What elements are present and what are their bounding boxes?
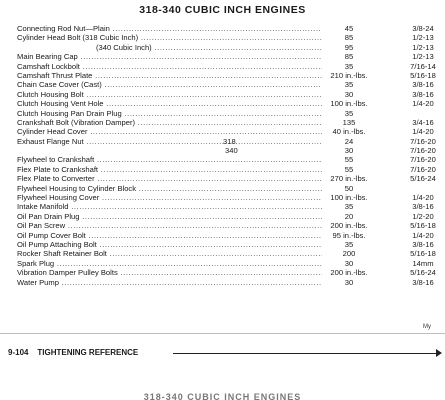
table-row <box>17 165 441 174</box>
fastener-name: Flywheel Housing to Cylinder Block ..... <box>17 184 322 193</box>
table-row <box>17 24 441 33</box>
page-title: 318-340 CUBIC INCH ENGINES <box>139 4 306 16</box>
torque-value: 95 in.-lbs. <box>332 230 366 240</box>
torque-value: 135 <box>342 117 356 127</box>
thread-size: 1/2-20 <box>412 211 434 221</box>
torque-specification-table <box>17 24 441 287</box>
torque-value: 35 <box>344 239 354 249</box>
torque-value: 35 <box>344 108 354 118</box>
torque-value: 85 <box>344 52 354 62</box>
arrow-right-icon <box>436 349 442 357</box>
fastener-name: Intake Manifold ..... <box>17 202 322 211</box>
thread-size: 3/8-16 <box>412 277 434 287</box>
table-row <box>17 174 441 183</box>
torque-value: 35 <box>344 61 354 71</box>
table-row <box>17 71 441 80</box>
thread-size: 3/8-16 <box>412 202 434 212</box>
page-footer <box>8 348 138 357</box>
fastener-name: Oil Pump Attaching Bolt ..... <box>17 240 322 249</box>
next-page-heading-partial: 318-340 CUBIC INCH ENGINES <box>143 392 302 400</box>
table-row <box>17 109 441 118</box>
fastener-name: Exhaust Flange Nut ..... <box>17 137 322 146</box>
thread-size: 1/2-13 <box>412 33 434 43</box>
table-row <box>17 221 441 230</box>
fastener-name: Clutch Housing Vent Hole ..... <box>17 99 322 108</box>
torque-value: 55 <box>344 155 354 165</box>
thread-size: 7/16-20 <box>410 136 436 146</box>
fastener-name: Chain Case Cover (Cast) ..... <box>17 80 322 89</box>
torque-value: 200 <box>342 249 356 259</box>
margin-mark: My <box>423 324 431 330</box>
table-row <box>17 127 441 136</box>
fastener-name: Flywheel to Crankshaft ..... <box>17 155 322 164</box>
torque-value: 95 <box>344 42 354 52</box>
thread-size: 5/16-18 <box>410 249 436 259</box>
torque-value: 45 <box>344 24 354 33</box>
table-row <box>17 231 441 240</box>
fastener-name: Crankshaft Bolt (Vibration Damper) ..... <box>17 118 322 127</box>
engine-size: 340 <box>225 146 238 156</box>
table-row <box>17 90 441 99</box>
fastener-name: Cylinder Head Bolt (318 Cubic Inch) ..... <box>17 33 322 42</box>
table-row <box>17 212 441 221</box>
table-row <box>17 155 441 164</box>
torque-value: 20 <box>344 211 354 221</box>
torque-value: 270 in.-lbs. <box>330 174 368 184</box>
table-row <box>17 259 441 268</box>
fastener-name: Clutch Housing Bolt ..... <box>17 90 322 99</box>
thread-size: 1/4-20 <box>412 193 434 203</box>
table-row <box>17 99 441 108</box>
thread-size: 1/4-20 <box>412 230 434 240</box>
thread-size: 1/4-20 <box>412 99 434 109</box>
torque-value: 30 <box>344 146 354 156</box>
torque-value: 24 <box>344 136 354 146</box>
torque-value: 30 <box>344 277 354 287</box>
fastener-name: Flex Plate to Converter ..... <box>17 174 322 183</box>
torque-value: 100 in.-lbs. <box>330 99 368 109</box>
table-row <box>17 268 441 277</box>
table-row <box>17 249 441 258</box>
thread-size: 7/16-20 <box>410 164 436 174</box>
fastener-name: Clutch Housing Pan Drain Plug ..... <box>17 109 322 118</box>
thread-size: 5/16-24 <box>410 268 436 278</box>
thread-size: 3/8-16 <box>412 89 434 99</box>
engine-size: 318 <box>223 136 236 146</box>
thread-size: 7/16-20 <box>410 155 436 165</box>
fastener-name: Main Bearing Cap ..... <box>17 52 322 61</box>
page-number: 9-104 <box>8 348 29 357</box>
thread-size: 3/8-16 <box>412 80 434 90</box>
torque-value: 210 in.-lbs. <box>330 70 368 80</box>
fastener-name: Connecting Rod Nut—Plain ..... <box>17 24 322 33</box>
fastener-name: Vibration Damper Pulley Bolts ..... <box>17 268 322 277</box>
torque-value: 35 <box>344 80 354 90</box>
fastener-name: Water Pump ..... <box>17 278 322 287</box>
thread-size: 5/16-18 <box>410 70 436 80</box>
fastener-name: Oil Pan Screw ..... <box>17 221 322 230</box>
fastener-name: (340 Cubic Inch) ..... <box>96 43 322 52</box>
thread-size: 3/4-16 <box>412 117 434 127</box>
thread-size: 3/8-16 <box>412 239 434 249</box>
thread-size: 3/8-24 <box>412 24 434 33</box>
thread-size: 5/16-24 <box>410 174 436 184</box>
table-row <box>17 193 441 202</box>
table-row <box>17 118 441 127</box>
fastener-name: Camshaft Thrust Plate ..... <box>17 71 322 80</box>
table-row <box>17 137 441 146</box>
torque-value: 35 <box>344 202 354 212</box>
torque-value: 30 <box>344 258 354 268</box>
thread-size: 1/4-20 <box>412 127 434 137</box>
table-row <box>17 43 441 52</box>
fastener-name: Cylinder Head Cover ..... <box>17 127 322 136</box>
thread-size: 5/16-18 <box>410 221 436 231</box>
table-row <box>17 184 441 193</box>
fastener-name: Spark Plug ..... <box>17 259 322 268</box>
torque-value: 55 <box>344 164 354 174</box>
torque-value: 40 in.-lbs. <box>332 127 366 137</box>
thread-size: 14mm <box>412 258 434 268</box>
torque-value: 85 <box>344 33 354 43</box>
footer-rule <box>173 353 438 354</box>
fastener-name: Oil Pan Drain Plug ..... <box>17 212 322 221</box>
torque-value: 100 in.-lbs. <box>330 193 368 203</box>
table-row <box>17 278 441 287</box>
table-row <box>17 240 441 249</box>
fastener-name: Camshaft Lockbolt ..... <box>17 62 322 71</box>
table-row <box>17 80 441 89</box>
fastener-name: Oil Pump Cover Bolt ..... <box>17 231 322 240</box>
thread-size: 7/16-20 <box>410 146 436 156</box>
torque-value: 200 in.-lbs. <box>330 221 368 231</box>
section-title: TIGHTENING REFERENCE <box>37 348 139 357</box>
table-row <box>17 62 441 71</box>
torque-value: 50 <box>344 183 354 193</box>
table-row <box>17 202 441 211</box>
table-row <box>17 33 441 42</box>
table-row <box>17 146 441 155</box>
page-divider <box>0 333 445 334</box>
thread-size: 1/2-13 <box>412 42 434 52</box>
fastener-name: Flex Plate to Crankshaft ..... <box>17 165 322 174</box>
torque-value: 200 in.-lbs. <box>330 268 368 278</box>
thread-size: 7/16-14 <box>410 61 436 71</box>
torque-value: 30 <box>344 89 354 99</box>
table-row <box>17 52 441 61</box>
thread-size: 1/2-13 <box>412 52 434 62</box>
fastener-name: Rocker Shaft Retainer Bolt ..... <box>17 249 322 258</box>
fastener-name: Flywheel Housing Cover ..... <box>17 193 322 202</box>
